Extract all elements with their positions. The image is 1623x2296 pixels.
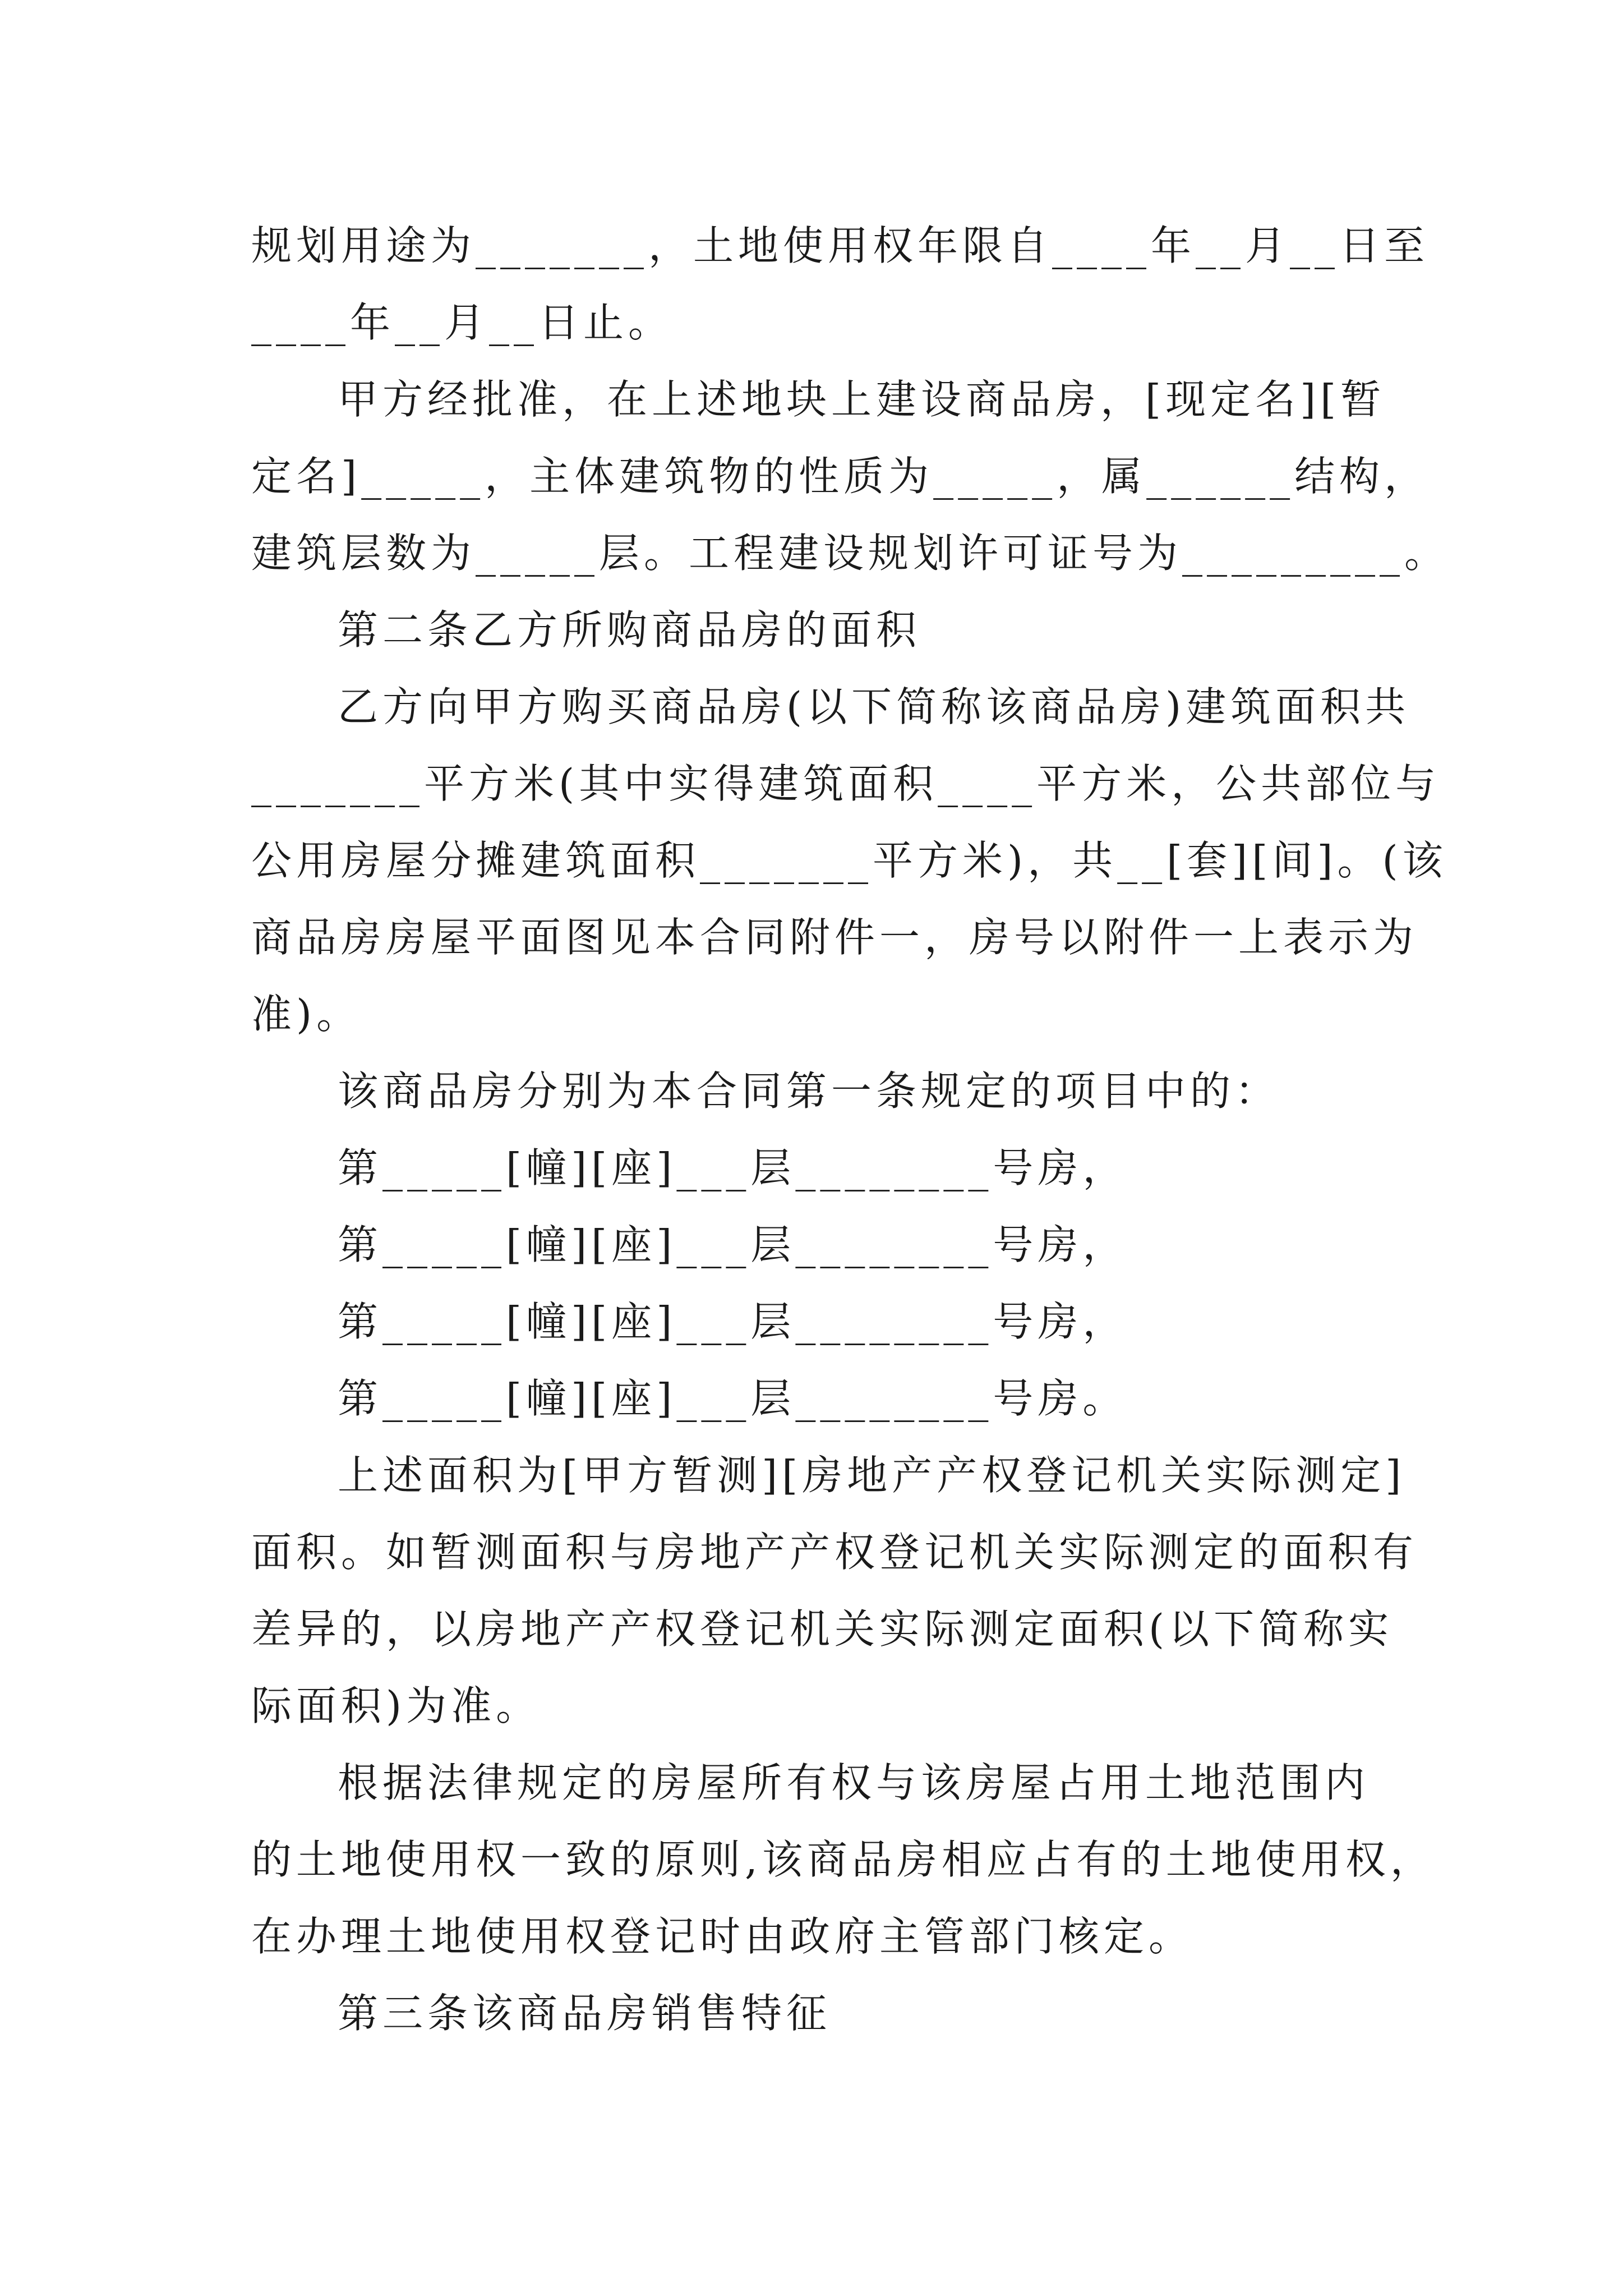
text-line: 乙方向甲方购买商品房(以下简称该商品房)建筑面积共 xyxy=(338,683,1410,730)
text-line: 上述面积为[甲方暂测][房地产产权登记机关实际测定] xyxy=(338,1452,1406,1499)
room-line: 第_____[幢][座]___层________号房， xyxy=(338,1144,1128,1191)
room-line: 第_____[幢][座]___层________号房， xyxy=(338,1298,1128,1345)
text-line: 差异的，以房地产产权登记机关实际测定面积(以下简称实 xyxy=(251,1605,1394,1653)
text-line: 际面积)为准。 xyxy=(251,1682,541,1729)
room-line: 第_____[幢][座]___层________号房， xyxy=(338,1221,1128,1268)
room-line: 第_____[幢][座]___层________号房。 xyxy=(338,1375,1128,1422)
text-line: 该商品房分别为本合同第一条规定的项目中的： xyxy=(338,1068,1280,1115)
text-line: 规划用途为_______，土地使用权年限自____年__月__日至 xyxy=(251,222,1430,269)
text-line: 建筑层数为_____层。工程建设规划许可证号为_________。 xyxy=(251,530,1450,577)
text-line: 甲方经批准，在上述地块上建设商品房，[现定名][暂 xyxy=(338,376,1386,423)
document-page xyxy=(251,208,1450,2052)
text-line: 的土地使用权一致的原则,该商品房相应占有的土地使用权， xyxy=(251,1836,1435,1883)
section-heading: 第三条该商品房销售特征 xyxy=(338,1990,832,2037)
text-line: 准)。 xyxy=(251,991,362,1038)
text-line: _______平方米(其中实得建筑面积____平方米，公共部位与 xyxy=(251,760,1441,807)
text-line: 商品房房屋平面图见本合同附件一，房号以附件一上表示为 xyxy=(251,914,1418,961)
text-line: 根据法律规定的房屋所有权与该房屋占用土地范围内 xyxy=(338,1759,1370,1806)
text-line: 在办理土地使用权登记时由政府主管部门核定。 xyxy=(251,1913,1194,1960)
text-line: 定名]_____，主体建筑物的性质为_____，属______结构， xyxy=(251,453,1430,500)
text-line: 面积。如暂测面积与房地产产权登记机关实际测定的面积有 xyxy=(251,1529,1418,1576)
text-line: ____年__月__日止。 xyxy=(251,299,674,346)
text-line: 公用房屋分摊建筑面积_______平方米)，共__[套][间]。(该 xyxy=(251,837,1447,884)
section-heading: 第二条乙方所购商品房的面积 xyxy=(338,606,921,654)
